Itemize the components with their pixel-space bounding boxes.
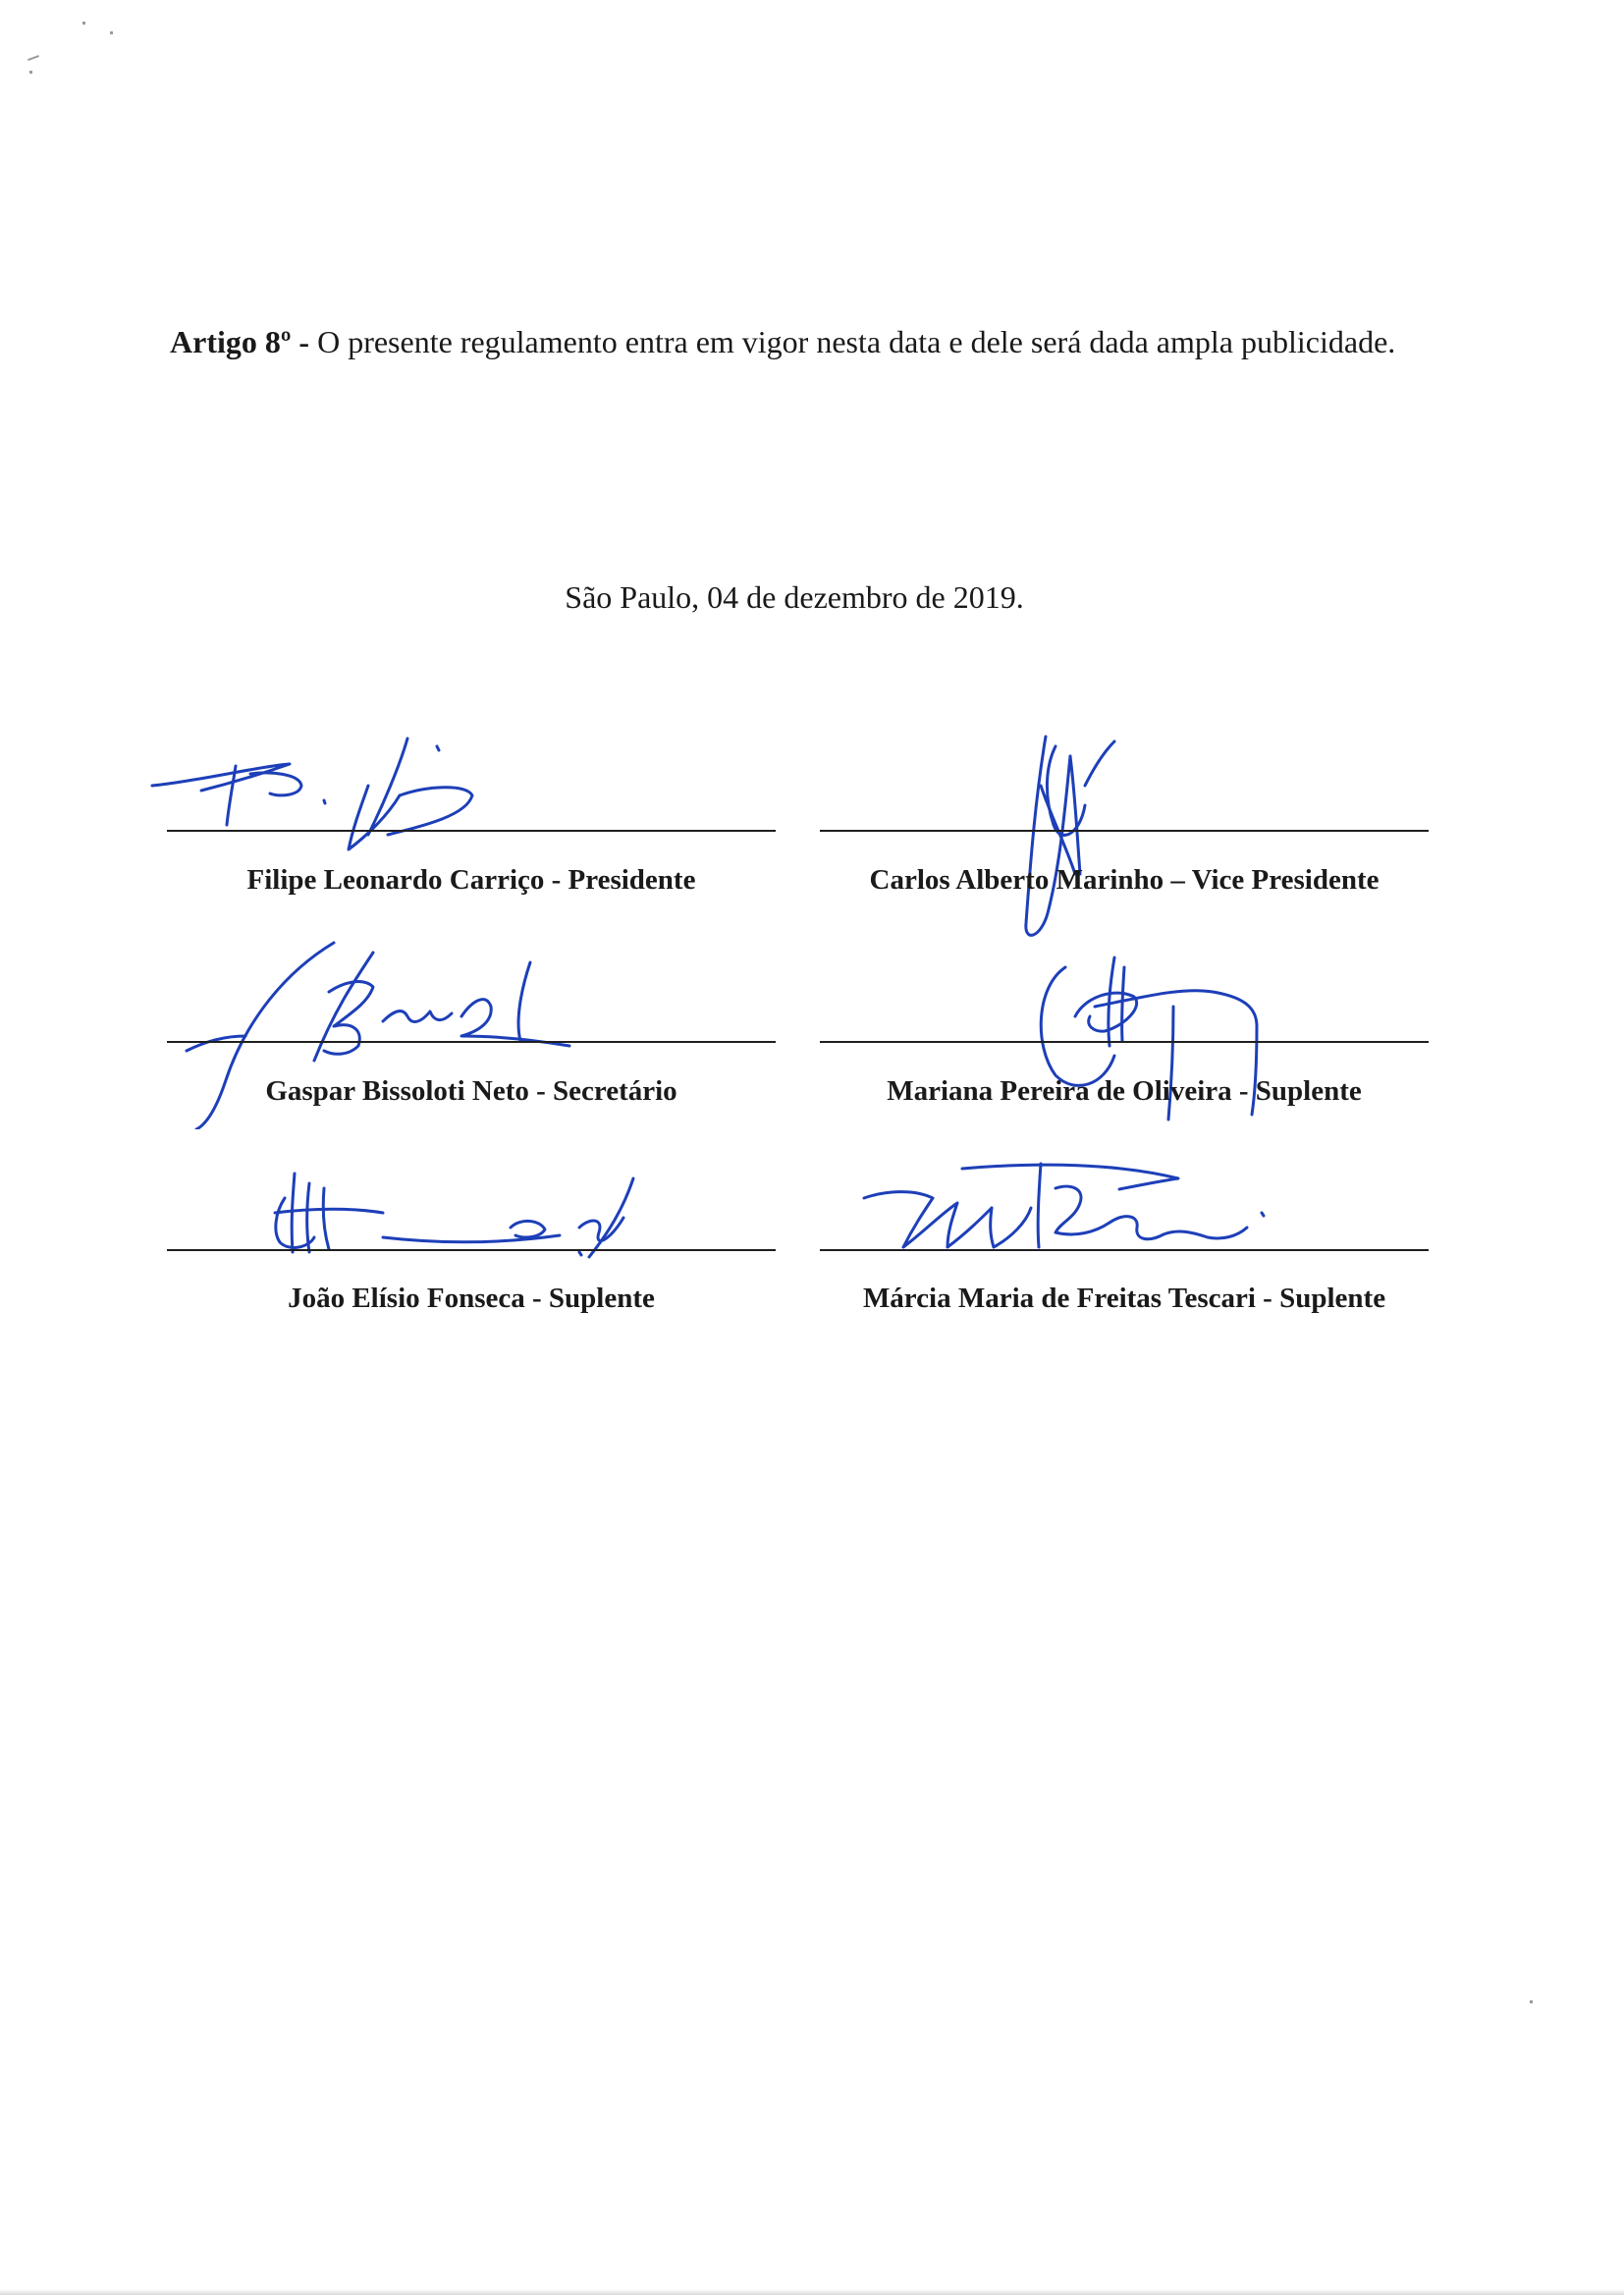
scan-bottom-edge (0, 2289, 1624, 2295)
scan-speck (1530, 2000, 1533, 2003)
signature-line (167, 1041, 776, 1043)
signature-line (820, 830, 1429, 832)
article-lead: Artigo 8º - (170, 324, 310, 359)
signature-image-marcia (844, 1154, 1316, 1272)
signature-line (167, 830, 776, 832)
signature-block-marcia (820, 1129, 1429, 1326)
signature-line (167, 1249, 776, 1251)
signature-line (820, 1041, 1429, 1043)
signature-block-mariana (820, 918, 1429, 1115)
signatory-name: Márcia Maria de Freitas Tescari - Suplente (862, 1283, 1386, 1314)
signature-block-filipe (167, 707, 776, 903)
signature-image-filipe (142, 727, 515, 864)
signature-block-joao (167, 1129, 776, 1326)
scan-speck (29, 71, 32, 74)
signature-image-joao (255, 1159, 668, 1277)
article-paragraph (170, 320, 1427, 363)
signatory-name: Filipe Leonardo Carriço - Presidente (246, 864, 696, 896)
signatory-name: Carlos Alberto Marinho – Vice Presidente (869, 864, 1380, 896)
signature-block-gaspar (167, 918, 776, 1115)
signature-line (820, 1249, 1429, 1251)
article-text: O presente regulamento entra em vigor nesta data e dele será dada ampla publicidade. (317, 324, 1396, 359)
signatory-name: Mariana Pereira de Oliveira - Suplente (887, 1075, 1362, 1107)
scan-speck (110, 31, 113, 34)
signature-block-carlos (820, 707, 1429, 903)
signatory-name: João Elísio Fonseca - Suplente (288, 1283, 655, 1314)
scan-speck (27, 55, 39, 61)
place-and-date: São Paulo, 04 de dezembro de 2019. (565, 579, 1024, 615)
scan-speck (82, 22, 85, 25)
signatory-name: Gaspar Bissoloti Neto - Secretário (265, 1075, 677, 1107)
